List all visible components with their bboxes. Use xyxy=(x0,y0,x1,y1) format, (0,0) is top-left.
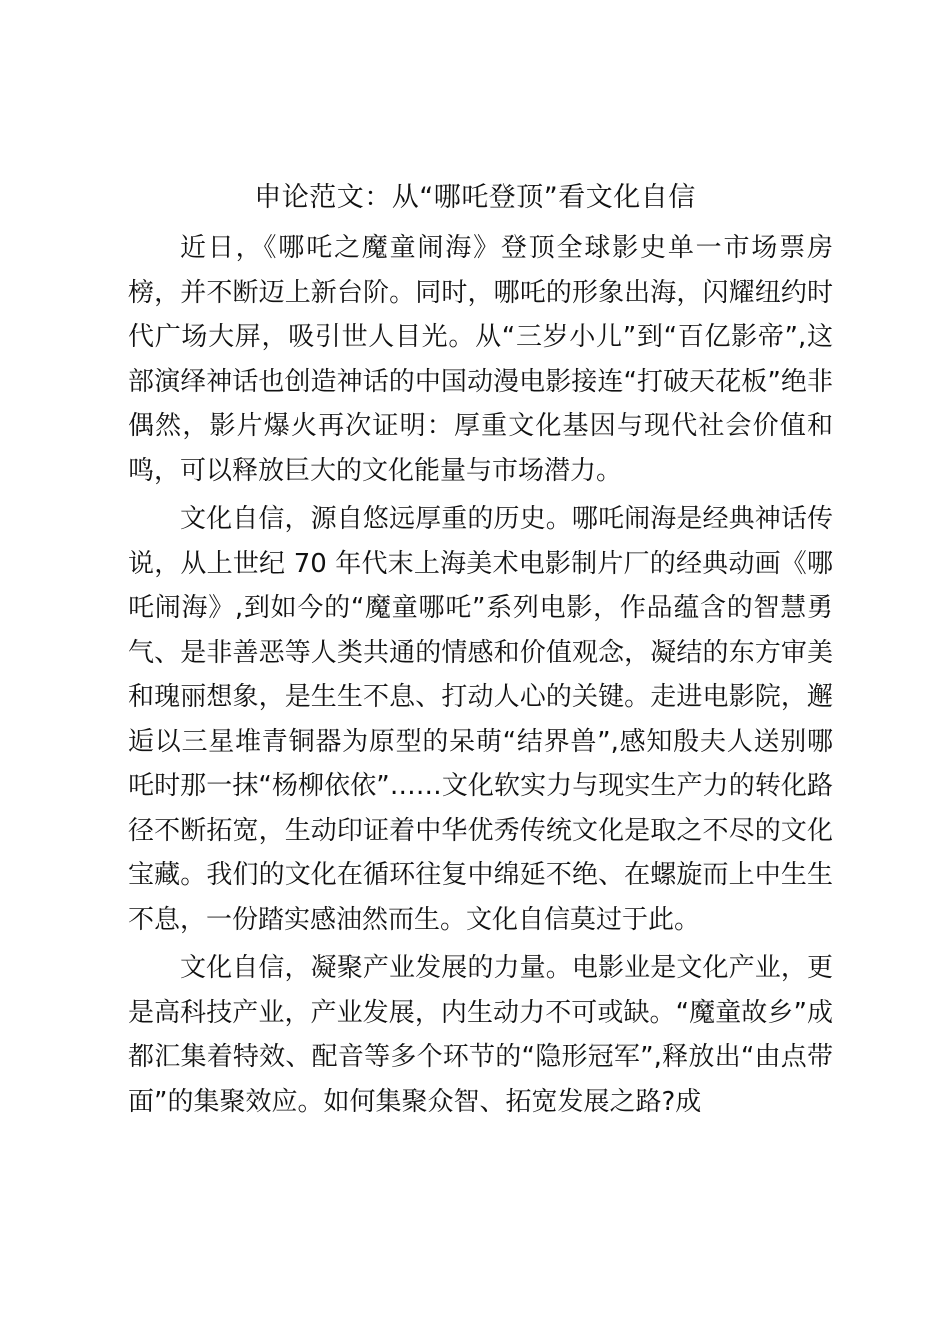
page-title: 申论范文：从“哪吒登顶”看文化自信 xyxy=(254,182,696,213)
paragraph: 近日，《哪吒之魔童闹海》登顶全球影史单一市场票房榜，并不断迈上新台阶。同时，哪吒的形象出海，闪耀纽约时代广场大屏，吸引世人目光。从“三岁小儿”到“百亿影帝”,这部演绎神话也创造神话的中国动漫电影接连“打破天花板”绝非偶然，影片爆火再次证明：厚重文化基因与现代社会价值和鸣，可以释放巨大的文化能量与市场潜力。 xyxy=(128,233,833,486)
article-body xyxy=(128,226,833,1124)
paragraph: 文化自信，凝聚产业发展的力量。电影业是文化产业，更是高科技产业，产业发展，内生动力不可或缺。“魔童故乡”成都汇集着特效、配音等多个环节的“隐形冠军”,释放出“由点带面”的集聚效应。如何集聚众智、拓宽发展之路?成 xyxy=(128,953,833,1117)
paragraph: 文化自信，源自悠远厚重的历史。哪吒闹海是经典神话传说，从上世纪 70 年代末上海美术电影制片厂的经典动画《哪吒闹海》,到如今的“魔童哪吒”系列电影，作品蕴含的智慧勇气、是非善恶等人类共通的情感和价值观念，凝结的东方审美和瑰丽想象，是生生不息、打动人心的关键。走进电影院，邂逅以三星堆青铜器为原型的呆萌“结界兽”,感知殷夫人送别哪吒时那一抹“杨柳依依”……文化软实力与现实生产力的转化路径不断拓宽，生动印证着中华优秀传统文化是取之不尽的文化宝藏。我们的文化在循环往复中绵延不绝、在螺旋而上中生生不息，一份踏实感油然而生。文化自信莫过于此。 xyxy=(128,504,833,935)
